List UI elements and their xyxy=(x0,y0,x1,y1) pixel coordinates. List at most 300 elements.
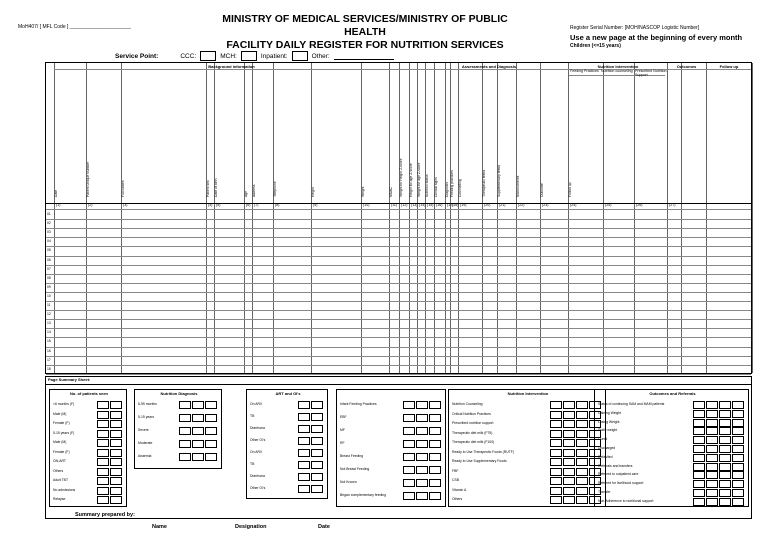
summary-row-cells xyxy=(693,489,745,498)
summary-row-label: Transfer xyxy=(598,490,611,494)
column-title: Weight for Height Z-score xyxy=(399,158,403,197)
summary-input-cell[interactable] xyxy=(576,487,588,495)
summary-input-cell[interactable] xyxy=(732,471,744,479)
summary-input-cell[interactable] xyxy=(311,485,323,493)
summary-row-label: Prescribed nutrition support xyxy=(452,421,494,425)
row-number: 09 xyxy=(47,284,51,289)
column-title: Clinical signs xyxy=(434,177,438,197)
summary-section-title: Nutrition Intervention xyxy=(507,391,549,396)
summary-input-cell[interactable] xyxy=(416,466,428,474)
summary-input-cell[interactable] xyxy=(205,414,217,422)
summary-input-cell[interactable] xyxy=(298,485,310,493)
summary-input-cell[interactable] xyxy=(693,471,705,479)
summary-input-cell[interactable] xyxy=(693,410,705,418)
table-row[interactable] xyxy=(46,237,751,238)
column-number: (18) xyxy=(452,203,459,207)
row-number: 07 xyxy=(47,266,51,271)
summary-input-cell[interactable] xyxy=(706,471,718,479)
summary-input-cell[interactable] xyxy=(550,401,562,409)
summary-input-cell[interactable] xyxy=(403,479,415,487)
summary-row-cells xyxy=(403,492,442,501)
page-title xyxy=(200,13,530,52)
summary-row-cells xyxy=(693,498,745,507)
summary-row-label: Other OI's xyxy=(250,486,266,490)
summary-input-cell[interactable] xyxy=(706,410,718,418)
summary-input-cell[interactable] xyxy=(97,477,109,485)
summary-row-label: Status of continuing SAM and MAM patients xyxy=(598,402,665,406)
summary-input-cell[interactable] xyxy=(550,487,562,495)
summary-input-cell[interactable] xyxy=(311,437,323,445)
summary-input-cell[interactable] xyxy=(416,440,428,448)
summary-input-cell[interactable] xyxy=(97,449,109,457)
summary-input-cell[interactable] xyxy=(311,425,323,433)
column-number: (20) xyxy=(484,203,491,207)
table-row[interactable] xyxy=(46,310,751,311)
summary-input-cell[interactable] xyxy=(693,445,705,453)
summary-input-cell[interactable] xyxy=(576,420,588,428)
summary-row-cells xyxy=(403,479,442,488)
summary-row-cells xyxy=(403,453,442,462)
summary-input-cell[interactable] xyxy=(719,419,731,427)
summary-input-cell[interactable] xyxy=(429,414,441,422)
summary-row-cells xyxy=(97,468,123,477)
summary-input-cell[interactable] xyxy=(110,439,122,447)
column-number: (3) xyxy=(123,203,128,207)
summary-row-cells xyxy=(97,430,123,439)
summary-input-cell[interactable] xyxy=(563,420,575,428)
summary-input-cell[interactable] xyxy=(110,449,122,457)
summary-input-cell[interactable] xyxy=(576,468,588,476)
summary-row-cells xyxy=(693,480,745,489)
summary-input-cell[interactable] xyxy=(732,454,744,462)
summary-input-cell[interactable] xyxy=(97,458,109,466)
summary-input-cell[interactable] xyxy=(732,419,744,427)
summary-input-cell[interactable] xyxy=(706,498,718,506)
summary-input-cell[interactable] xyxy=(416,479,428,487)
summary-input-cell[interactable] xyxy=(719,480,731,488)
summary-input-cell[interactable] xyxy=(732,401,744,409)
column-title: Weight xyxy=(361,186,365,197)
summary-row-cells xyxy=(298,473,324,482)
summary-input-cell[interactable] xyxy=(311,413,323,421)
summary-input-cell[interactable] xyxy=(403,401,415,409)
summary-input-cell[interactable] xyxy=(97,430,109,438)
summary-section-title: No. of patients seen xyxy=(69,391,108,396)
summary-input-cell[interactable] xyxy=(179,427,191,435)
summary-row-label: TB xyxy=(250,462,255,466)
summary-row-cells xyxy=(298,437,324,446)
title-line-1: MINISTRY OF MEDICAL SERVICES/MINISTRY OF PUBLIC HEALTH xyxy=(222,13,508,38)
column-title: Patient Unique Number xyxy=(86,161,90,197)
column-number: (11) xyxy=(391,203,398,207)
summary-row-label: RF xyxy=(340,441,345,445)
summary-input-cell[interactable] xyxy=(403,453,415,461)
group-header: Background information xyxy=(208,64,255,69)
summary-input-cell[interactable] xyxy=(179,414,191,422)
summary-row-cells xyxy=(97,496,123,505)
summary-row-label: Diarrhoea xyxy=(250,474,265,478)
inpatient-label: Inpatient: xyxy=(260,52,288,60)
column-divider xyxy=(752,63,753,373)
summary-input-cell[interactable] xyxy=(311,401,323,409)
summary-input-cell[interactable] xyxy=(97,439,109,447)
summary-input-cell[interactable] xyxy=(205,440,217,448)
summary-input-cell[interactable] xyxy=(706,427,718,435)
summary-input-cell[interactable] xyxy=(719,489,731,497)
summary-input-cell[interactable] xyxy=(416,414,428,422)
summary-row-label: EBF xyxy=(340,415,347,419)
summary-input-cell[interactable] xyxy=(706,419,718,427)
table-row[interactable] xyxy=(46,228,751,229)
summary-input-cell[interactable] xyxy=(706,436,718,444)
summary-input-cell[interactable] xyxy=(719,427,731,435)
summary-input-cell[interactable] xyxy=(550,449,562,457)
table-row[interactable] xyxy=(46,328,751,329)
summary-input-cell[interactable] xyxy=(732,427,744,435)
summary-row-label: Moderate xyxy=(138,441,153,445)
summary-input-cell[interactable] xyxy=(429,401,441,409)
table-row[interactable] xyxy=(46,219,751,220)
summary-row-label: Male (M) xyxy=(53,440,67,444)
column-number: (16) xyxy=(436,203,443,207)
summary-input-cell[interactable] xyxy=(550,439,562,447)
summary-row-label: Infant Feeding Practices xyxy=(340,402,377,406)
summary-row-cells xyxy=(97,401,123,410)
summary-row-cells xyxy=(179,440,218,449)
summary-input-cell[interactable] xyxy=(311,449,323,457)
summary-input-cell[interactable] xyxy=(97,420,109,428)
mch-label: MCH: xyxy=(220,52,237,60)
summary-input-cell[interactable] xyxy=(719,454,731,462)
group-header: Outcomes xyxy=(676,64,697,69)
column-number: (13) xyxy=(411,203,418,207)
summary-row-label: 6-59 months xyxy=(138,402,157,406)
summary-row-cells xyxy=(693,445,745,454)
row-number: 18 xyxy=(47,366,51,371)
summary-input-cell[interactable] xyxy=(429,440,441,448)
column-title: Weight for age Z-score xyxy=(417,162,421,197)
summary-input-cell[interactable] xyxy=(563,430,575,438)
table-row[interactable] xyxy=(46,365,751,366)
new-page-note: Use a new page at the beginning of every month xyxy=(570,33,743,42)
group-header: Nutrition Intervention xyxy=(597,64,639,69)
summary-row-label: Relapse xyxy=(53,497,66,501)
summary-input-cell[interactable] xyxy=(429,492,441,500)
summary-input-cell[interactable] xyxy=(192,427,204,435)
summary-input-cell[interactable] xyxy=(576,439,588,447)
summary-input-cell[interactable] xyxy=(576,401,588,409)
register-serial: Register Serial Number: [MOH/NASCOP Logistic Number] xyxy=(570,25,700,31)
table-row[interactable] xyxy=(46,356,751,357)
summary-input-cell[interactable] xyxy=(706,463,718,471)
table-row[interactable] xyxy=(46,246,751,247)
summary-row-cells xyxy=(403,427,442,436)
summary-input-cell[interactable] xyxy=(719,498,731,506)
summary-input-cell[interactable] xyxy=(693,463,705,471)
summary-input-cell[interactable] xyxy=(416,401,428,409)
summary-input-cell[interactable] xyxy=(706,480,718,488)
summary-input-cell[interactable] xyxy=(693,427,705,435)
summary-input-cell[interactable] xyxy=(192,453,204,461)
summary-input-cell[interactable] xyxy=(311,461,323,469)
summary-input-cell[interactable] xyxy=(719,410,731,418)
summary-row-label: Gaining Weight xyxy=(598,410,622,415)
column-number: (15) xyxy=(427,203,434,207)
summary-input-cell[interactable] xyxy=(693,454,705,462)
summary-input-cell[interactable] xyxy=(550,411,562,419)
summary-input-cell[interactable] xyxy=(706,454,718,462)
summary-input-cell[interactable] xyxy=(298,413,310,421)
table-row[interactable] xyxy=(46,265,751,266)
column-number: (2) xyxy=(88,203,93,207)
summary-row-label: Female (F) xyxy=(53,449,70,454)
summary-input-cell[interactable] xyxy=(706,445,718,453)
summary-input-cell[interactable] xyxy=(110,420,122,428)
summary-input-cell[interactable] xyxy=(719,401,731,409)
column-title: Full names xyxy=(121,180,125,197)
summary-input-cell[interactable] xyxy=(576,430,588,438)
prepared-by: Summary prepared by: xyxy=(75,512,135,518)
summary-input-cell[interactable] xyxy=(179,401,191,409)
summary-input-cell[interactable] xyxy=(429,453,441,461)
summary-input-cell[interactable] xyxy=(110,411,122,419)
summary-input-cell[interactable] xyxy=(298,401,310,409)
column-title: Date of birth xyxy=(214,178,218,197)
summary-input-cell[interactable] xyxy=(732,498,744,506)
summary-input-cell[interactable] xyxy=(416,453,428,461)
summary-row-label: Adult TBT xyxy=(53,478,69,482)
column-number: (9) xyxy=(313,203,318,207)
summary-row-cells xyxy=(298,449,324,458)
summary-row-cells xyxy=(298,401,324,410)
summary-input-cell[interactable] xyxy=(576,449,588,457)
summary-input-cell[interactable] xyxy=(563,458,575,466)
column-number: (27) xyxy=(669,203,676,207)
summary-row-cells xyxy=(693,427,745,436)
summary-input-cell[interactable] xyxy=(693,480,705,488)
summary-input-cell[interactable] xyxy=(693,498,705,506)
summary-input-cell[interactable] xyxy=(732,436,744,444)
summary-input-cell[interactable] xyxy=(576,411,588,419)
summary-input-cell[interactable] xyxy=(732,463,744,471)
summary-input-cell[interactable] xyxy=(403,440,415,448)
summary-input-cell[interactable] xyxy=(693,419,705,427)
summary-row-label: Vitamin A xyxy=(452,487,467,492)
table-row[interactable] xyxy=(46,374,751,375)
summary-input-cell[interactable] xyxy=(110,430,122,438)
summary-row-label: Breast Feeding xyxy=(340,454,363,458)
summary-row-cells xyxy=(97,439,123,448)
column-title: Feeding practices xyxy=(450,170,454,197)
row-number: 06 xyxy=(47,257,51,262)
other-field[interactable] xyxy=(334,52,394,60)
summary-row-label: Cured xyxy=(598,437,608,442)
other-label: Other: xyxy=(311,52,330,60)
summary-row-label: Ready to Use Supplementary Foods xyxy=(452,459,507,463)
summary-input-cell[interactable] xyxy=(416,492,428,500)
column-title: Supplementary feeds xyxy=(497,164,501,197)
summary-input-cell[interactable] xyxy=(429,466,441,474)
summary-input-cell[interactable] xyxy=(732,445,744,453)
summary-input-cell[interactable] xyxy=(550,458,562,466)
row-number: 05 xyxy=(47,248,51,253)
summary-input-cell[interactable] xyxy=(110,458,122,466)
table-row[interactable] xyxy=(46,292,751,293)
summary-input-cell[interactable] xyxy=(693,401,705,409)
summary-row-cells xyxy=(97,458,123,467)
summary-row-label: MF xyxy=(340,428,345,432)
summary-input-cell[interactable] xyxy=(550,496,562,504)
table-row[interactable] xyxy=(46,256,751,257)
summary-row-label: Discharged xyxy=(598,446,616,450)
summary-row-label: Female (F) xyxy=(53,421,70,425)
summary-input-cell[interactable] xyxy=(416,427,428,435)
row-number: 01 xyxy=(47,212,51,216)
summary-input-cell[interactable] xyxy=(110,401,122,409)
summary-input-cell[interactable] xyxy=(563,411,575,419)
table-row[interactable] xyxy=(46,301,751,302)
column-divider xyxy=(667,63,668,373)
summary-input-cell[interactable] xyxy=(179,440,191,448)
summary-input-cell[interactable] xyxy=(403,492,415,500)
designation-label: Designation xyxy=(235,524,267,530)
column-title: Nutrition status xyxy=(425,174,429,197)
summary-row-label: Referred to outpatient care xyxy=(598,472,639,477)
summary-row-label: Others xyxy=(53,468,64,473)
summary-row-label: Therapeutic diet milk (F75) xyxy=(452,430,493,435)
summary-row-label: Referred for livelihood support xyxy=(598,481,644,486)
summary-input-cell[interactable] xyxy=(550,430,562,438)
summary-row-cells xyxy=(179,427,218,436)
summary-input-cell[interactable] xyxy=(719,471,731,479)
summary-input-cell[interactable] xyxy=(192,440,204,448)
register-table xyxy=(45,62,752,374)
summary-row-label: Critical Nutrition Practices xyxy=(452,411,491,416)
service-point-row xyxy=(115,51,394,61)
column-title: Therapeutic feeds xyxy=(482,169,486,197)
summary-input-cell[interactable] xyxy=(576,477,588,485)
summary-input-cell[interactable] xyxy=(97,411,109,419)
summary-input-cell[interactable] xyxy=(311,473,323,481)
summary-row-cells xyxy=(179,453,218,462)
summary-input-cell[interactable] xyxy=(732,410,744,418)
summary-input-cell[interactable] xyxy=(298,425,310,433)
summary-input-cell[interactable] xyxy=(563,439,575,447)
summary-input-cell[interactable] xyxy=(550,477,562,485)
intervention-subgroup: Prescribed Nutrition Support xyxy=(635,69,667,77)
summary-input-cell[interactable] xyxy=(192,414,204,422)
summary-input-cell[interactable] xyxy=(429,427,441,435)
summary-input-cell[interactable] xyxy=(719,445,731,453)
summary-input-cell[interactable] xyxy=(403,466,415,474)
summary-input-cell[interactable] xyxy=(298,473,310,481)
summary-row-label: No admissions xyxy=(53,487,76,492)
summary-input-cell[interactable] xyxy=(97,401,109,409)
summary-input-cell[interactable] xyxy=(576,458,588,466)
summary-input-cell[interactable] xyxy=(706,489,718,497)
summary-row-label: Began complementary feeding xyxy=(340,493,386,497)
summary-input-cell[interactable] xyxy=(706,401,718,409)
summary-input-cell[interactable] xyxy=(732,480,744,488)
summary-input-cell[interactable] xyxy=(97,496,109,504)
table-row[interactable] xyxy=(46,283,751,284)
summary-input-cell[interactable] xyxy=(563,496,575,504)
summary-input-cell[interactable] xyxy=(110,477,122,485)
summary-input-cell[interactable] xyxy=(576,496,588,504)
summary-input-cell[interactable] xyxy=(298,449,310,457)
summary-section-title: Nutrition Diagnosis xyxy=(160,391,198,396)
summary-input-cell[interactable] xyxy=(563,487,575,495)
summary-input-cell[interactable] xyxy=(550,420,562,428)
row-number: 16 xyxy=(47,348,51,353)
summary-input-cell[interactable] xyxy=(550,468,562,476)
summary-row-cells xyxy=(693,463,745,472)
summary-row-cells xyxy=(298,413,324,422)
summary-input-cell[interactable] xyxy=(110,468,122,476)
summary-input-cell[interactable] xyxy=(205,453,217,461)
summary-row-label: Static weight xyxy=(598,428,618,433)
column-number: (7) xyxy=(254,203,259,207)
summary-input-cell[interactable] xyxy=(179,453,191,461)
table-row[interactable] xyxy=(46,319,751,320)
table-row[interactable] xyxy=(46,347,751,348)
summary-input-cell[interactable] xyxy=(719,436,731,444)
mch-checkbox[interactable] xyxy=(241,51,257,61)
summary-input-cell[interactable] xyxy=(205,427,217,435)
summary-row-cells xyxy=(403,401,442,410)
summary-row-cells xyxy=(693,410,745,419)
summary-input-cell[interactable] xyxy=(719,463,731,471)
summary-input-cell[interactable] xyxy=(403,427,415,435)
summary-input-cell[interactable] xyxy=(563,449,575,457)
summary-section-title: ART and OI's xyxy=(275,391,301,396)
summary-input-cell[interactable] xyxy=(429,479,441,487)
summary-input-cell[interactable] xyxy=(110,496,122,504)
table-row[interactable] xyxy=(46,337,751,338)
summary-input-cell[interactable] xyxy=(205,401,217,409)
summary-input-cell[interactable] xyxy=(563,468,575,476)
summary-row-label: Others xyxy=(452,497,463,501)
summary-input-cell[interactable] xyxy=(298,461,310,469)
summary-input-cell[interactable] xyxy=(732,489,744,497)
intervention-subgroup: Feeding Practices xyxy=(570,69,599,73)
summary-input-cell[interactable] xyxy=(97,468,109,476)
summary-input-cell[interactable] xyxy=(563,477,575,485)
column-number: (10) xyxy=(363,203,370,207)
summary-input-cell[interactable] xyxy=(192,401,204,409)
header-bottom-line xyxy=(46,203,751,204)
summary-row-label: CSB xyxy=(452,478,459,482)
summary-input-cell[interactable] xyxy=(403,414,415,422)
inpatient-checkbox[interactable] xyxy=(292,51,308,61)
row-number: 12 xyxy=(47,312,51,317)
summary-input-cell[interactable] xyxy=(97,487,109,495)
column-number: (8) xyxy=(275,203,280,207)
summary-input-cell[interactable] xyxy=(563,401,575,409)
summary-row-cells xyxy=(97,477,123,486)
ccc-checkbox[interactable] xyxy=(200,51,216,61)
column-number: (26) xyxy=(636,203,643,207)
column-number: (4) xyxy=(208,203,213,207)
summary-input-cell[interactable] xyxy=(693,489,705,497)
summary-input-cell[interactable] xyxy=(298,437,310,445)
table-row[interactable] xyxy=(46,274,751,275)
summary-section-title: Outcomes and Referrals xyxy=(649,391,696,396)
summary-input-cell[interactable] xyxy=(110,487,122,495)
summary-input-cell[interactable] xyxy=(693,436,705,444)
column-number: (22) xyxy=(518,203,525,207)
title-line-2: FACILITY DAILY REGISTER FOR NUTRITION SERVICES xyxy=(226,39,504,51)
